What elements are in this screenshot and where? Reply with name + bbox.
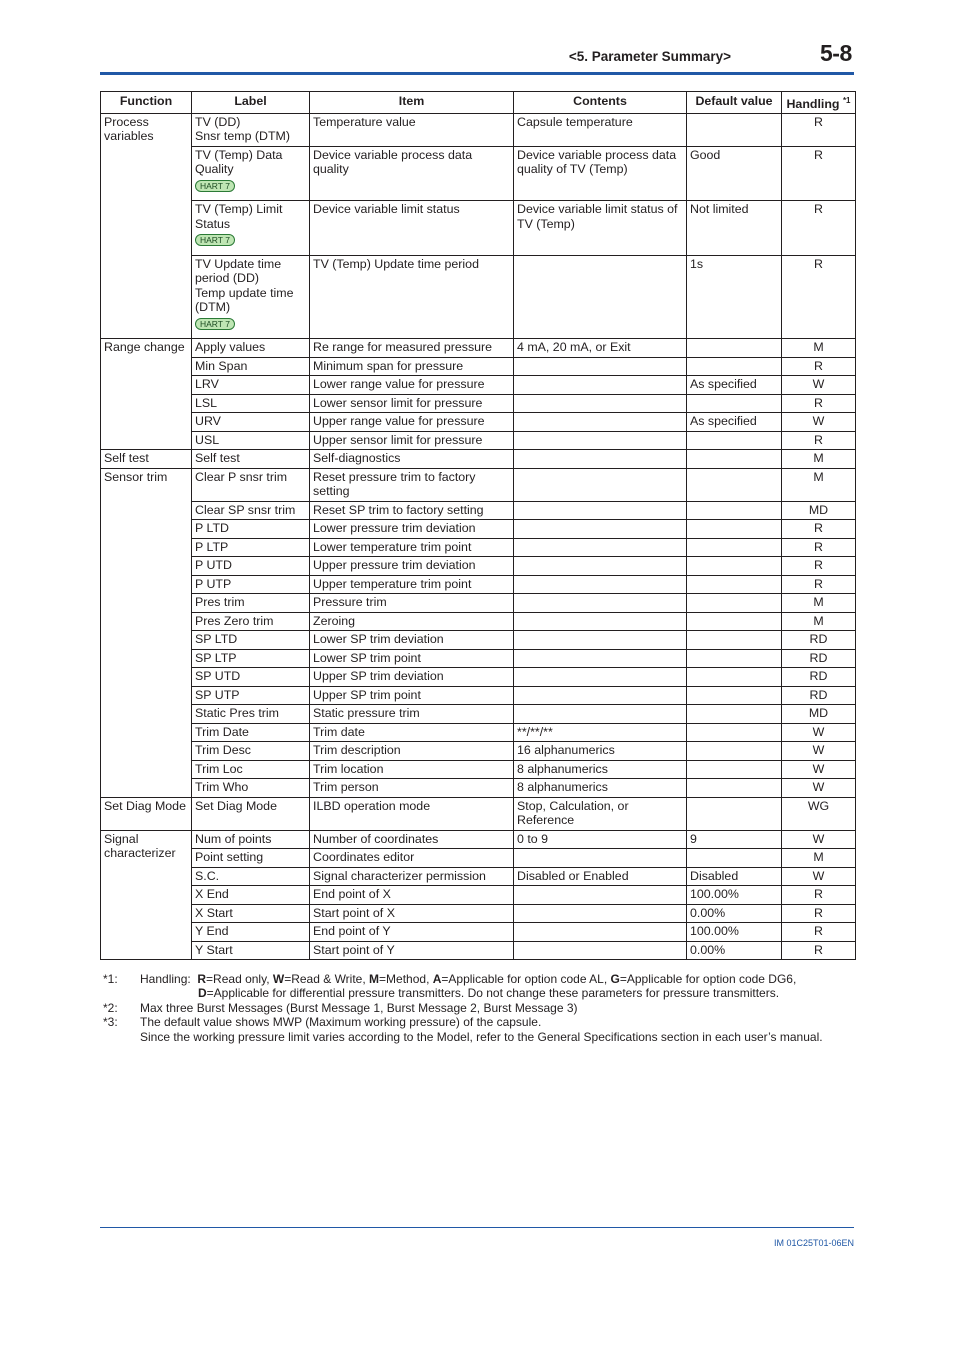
table-row — [101, 255, 856, 339]
item-cell: End point of X — [310, 886, 514, 905]
label-text: Apply values — [195, 340, 266, 355]
label-cell — [192, 413, 310, 432]
label-cell — [192, 520, 310, 539]
label-cell — [192, 886, 310, 905]
handling-cell: MD — [782, 501, 856, 520]
item-cell: Re range for measured pressure — [310, 339, 514, 358]
table-row — [101, 357, 856, 376]
label-cell — [192, 904, 310, 923]
handling-cell: R — [782, 904, 856, 923]
handling-cell: R — [782, 146, 856, 201]
table-row — [101, 797, 856, 830]
label-text: X End — [195, 887, 229, 902]
label-text: Y Start — [195, 942, 233, 957]
label-text: S.C. — [195, 868, 220, 883]
contents-cell — [514, 413, 687, 432]
function-cell: Self test — [101, 450, 192, 469]
label-cell — [192, 631, 310, 650]
document-id: IM 01C25T01-06EN — [773, 1238, 854, 1248]
default-value-cell — [687, 723, 782, 742]
column-header-function: Function — [101, 92, 192, 114]
item-cell: Start point of Y — [310, 941, 514, 960]
label-text: SP UTD — [195, 669, 241, 684]
item-cell: Temperature value — [310, 113, 514, 146]
label-cell — [192, 686, 310, 705]
default-value-cell — [687, 557, 782, 576]
default-value-cell — [687, 501, 782, 520]
item-cell: Upper SP trim point — [310, 686, 514, 705]
default-value-cell — [687, 431, 782, 450]
handling-cell: W — [782, 723, 856, 742]
item-cell: Upper pressure trim deviation — [310, 557, 514, 576]
item-cell: Upper temperature trim point — [310, 575, 514, 594]
item-cell: Coordinates editor — [310, 849, 514, 868]
handling-cell: R — [782, 520, 856, 539]
default-value-cell — [687, 113, 782, 146]
handling-cell: R — [782, 255, 856, 339]
handling-cell: R — [782, 941, 856, 960]
table-row — [101, 867, 856, 886]
table-row — [101, 520, 856, 539]
label-text: USL — [195, 432, 220, 447]
label-cell — [192, 760, 310, 779]
item-cell: Trim person — [310, 779, 514, 798]
handling-cell: R — [782, 431, 856, 450]
item-cell: ILBD operation mode — [310, 797, 514, 830]
contents-cell: Disabled or Enabled — [514, 867, 687, 886]
table-header-row — [101, 92, 856, 114]
item-cell: TV (Temp) Update time period — [310, 255, 514, 339]
function-cell: Signal characterizer — [101, 830, 192, 960]
default-value-cell — [687, 649, 782, 668]
table-row — [101, 557, 856, 576]
item-cell: Lower range value for pressure — [310, 376, 514, 395]
contents-cell: 16 alphanumerics — [514, 742, 687, 761]
handling-cell: M — [782, 612, 856, 631]
contents-cell — [514, 557, 687, 576]
default-value-cell — [687, 779, 782, 798]
label-cell — [192, 723, 310, 742]
handling-cell: W — [782, 830, 856, 849]
label-text: TV (DD) Snsr temp (DTM) — [195, 114, 290, 144]
item-cell: Start point of X — [310, 904, 514, 923]
footer-rule — [100, 1227, 854, 1228]
default-value-cell: As specified — [687, 413, 782, 432]
label-text: SP UTP — [195, 687, 240, 702]
contents-cell — [514, 594, 687, 613]
hart7-badge: HART 7 — [195, 234, 235, 246]
handling-cell: R — [782, 923, 856, 942]
default-value-cell — [687, 760, 782, 779]
contents-cell — [514, 538, 687, 557]
handling-cell: R — [782, 113, 856, 146]
contents-cell: Stop, Calculation, or Reference — [514, 797, 687, 830]
label-cell — [192, 431, 310, 450]
contents-cell — [514, 904, 687, 923]
label-text: Min Span — [195, 358, 248, 373]
contents-cell — [514, 520, 687, 539]
contents-cell — [514, 394, 687, 413]
item-cell: Lower pressure trim deviation — [310, 520, 514, 539]
table-row — [101, 649, 856, 668]
item-cell: Trim description — [310, 742, 514, 761]
table-row — [101, 146, 856, 201]
table-row — [101, 339, 856, 358]
handling-cell: R — [782, 201, 856, 256]
label-cell — [192, 705, 310, 724]
table-row — [101, 723, 856, 742]
label-cell — [192, 923, 310, 942]
item-cell: Lower sensor limit for pressure — [310, 394, 514, 413]
default-value-cell: As specified — [687, 376, 782, 395]
contents-cell — [514, 886, 687, 905]
default-value-cell — [687, 594, 782, 613]
handling-cell: W — [782, 413, 856, 432]
default-value-cell — [687, 538, 782, 557]
contents-cell: 8 alphanumerics — [514, 779, 687, 798]
label-text: P UTD — [195, 558, 232, 573]
contents-cell — [514, 668, 687, 687]
item-cell: Self-diagnostics — [310, 450, 514, 469]
handling-cell: W — [782, 779, 856, 798]
default-value-cell: 9 — [687, 830, 782, 849]
label-text: Static Pres trim — [195, 706, 279, 721]
label-text: SP LTD — [195, 632, 238, 647]
handling-cell: W — [782, 376, 856, 395]
column-header-handling: Handling $^{*1}$ — [782, 92, 856, 114]
item-cell: Device variable process data quality — [310, 146, 514, 201]
footnote-prefix: Handling: — [140, 972, 191, 986]
table-row — [101, 468, 856, 501]
table-row — [101, 742, 856, 761]
label-cell — [192, 146, 310, 201]
label-text: Y End — [195, 924, 229, 939]
label-text: Pres trim — [195, 595, 245, 610]
table-row — [101, 686, 856, 705]
label-text: Clear P snsr trim — [195, 469, 288, 484]
default-value-cell: 0.00% — [687, 904, 782, 923]
label-cell — [192, 394, 310, 413]
table-row — [101, 594, 856, 613]
label-cell — [192, 941, 310, 960]
table-row — [101, 668, 856, 687]
label-cell — [192, 830, 310, 849]
default-value-cell — [687, 357, 782, 376]
item-cell: End point of Y — [310, 923, 514, 942]
item-cell: Lower SP trim deviation — [310, 631, 514, 650]
label-text: Point setting — [195, 850, 264, 865]
item-cell: Trim location — [310, 760, 514, 779]
item-cell: Upper SP trim deviation — [310, 668, 514, 687]
label-text: TV Update time period (DD) Temp update time (DTM) — [195, 256, 294, 315]
contents-cell: 0 to 9 — [514, 830, 687, 849]
label-text: SP LTP — [195, 650, 237, 665]
label-cell — [192, 594, 310, 613]
handling-cell: M — [782, 849, 856, 868]
label-text: Pres Zero trim — [195, 613, 274, 628]
contents-cell: 4 mA, 20 mA, or Exit — [514, 339, 687, 358]
label-cell — [192, 255, 310, 339]
contents-cell — [514, 376, 687, 395]
label-cell — [192, 779, 310, 798]
label-text: P LTD — [195, 521, 229, 536]
label-cell — [192, 450, 310, 469]
default-value-cell: 1s — [687, 255, 782, 339]
footnote-1: *1: Handling: R=Read only, W=Read & Write, M=Method, A=Applicable for option code AL, G=Applicable for option code DG6, — [103, 972, 797, 986]
item-cell: Zeroing — [310, 612, 514, 631]
default-value-cell — [687, 797, 782, 830]
default-value-cell — [687, 631, 782, 650]
label-cell — [192, 612, 310, 631]
label-text: URV — [195, 414, 221, 429]
footnote-mark: *2: — [103, 1000, 118, 1015]
label-text: Trim Date — [195, 724, 249, 739]
handling-cell: R — [782, 538, 856, 557]
default-value-cell — [687, 686, 782, 705]
label-cell — [192, 867, 310, 886]
handling-cell: R — [782, 357, 856, 376]
label-cell — [192, 201, 310, 256]
label-text: LSL — [195, 395, 218, 410]
handling-cell: R — [782, 394, 856, 413]
label-text: Trim Loc — [195, 761, 243, 776]
label-cell — [192, 376, 310, 395]
table-row — [101, 779, 856, 798]
handling-cell: R — [782, 557, 856, 576]
label-text: Trim Desc — [195, 743, 251, 758]
label-cell — [192, 339, 310, 358]
handling-cell: R — [782, 886, 856, 905]
label-cell — [192, 501, 310, 520]
contents-cell — [514, 686, 687, 705]
footnote-mark: *3: — [103, 1015, 118, 1030]
hart7-badge: HART 7 — [195, 318, 235, 330]
contents-cell: 8 alphanumerics — [514, 760, 687, 779]
default-value-cell: Disabled — [687, 867, 782, 886]
default-value-cell — [687, 468, 782, 501]
label-cell — [192, 649, 310, 668]
item-cell: Reset SP trim to factory setting — [310, 501, 514, 520]
table-row — [101, 501, 856, 520]
label-text: TV (Temp) Data Quality — [195, 147, 283, 177]
item-cell: Lower SP trim point — [310, 649, 514, 668]
default-value-cell — [687, 339, 782, 358]
table-row — [101, 705, 856, 724]
label-cell — [192, 668, 310, 687]
footnote-3-continued: Since the working pressure limit varies according to the Model, refer to the General Specifications section in each user’s manual. — [140, 1029, 823, 1044]
default-value-cell — [687, 575, 782, 594]
label-cell — [192, 357, 310, 376]
label-text: Clear SP snsr trim — [195, 502, 296, 517]
handling-cell: RD — [782, 686, 856, 705]
contents-cell — [514, 705, 687, 724]
contents-cell — [514, 649, 687, 668]
contents-cell: **/**/** — [514, 723, 687, 742]
item-cell: Signal characterizer permission — [310, 867, 514, 886]
item-cell: Upper sensor limit for pressure — [310, 431, 514, 450]
item-cell: Reset pressure trim to factory setting — [310, 468, 514, 501]
default-value-cell — [687, 849, 782, 868]
label-cell — [192, 113, 310, 146]
function-cell: Process variables — [101, 113, 192, 339]
page-number: 5-8 — [820, 40, 852, 66]
table-row — [101, 760, 856, 779]
handling-cell: W — [782, 867, 856, 886]
default-value-cell: 0.00% — [687, 941, 782, 960]
contents-cell — [514, 923, 687, 942]
handling-cell: M — [782, 450, 856, 469]
table-row — [101, 431, 856, 450]
contents-cell: Capsule temperature — [514, 113, 687, 146]
table-row — [101, 612, 856, 631]
default-value-cell: 100.00% — [687, 886, 782, 905]
handling-cell: W — [782, 760, 856, 779]
item-cell: Number of coordinates — [310, 830, 514, 849]
handling-cell: M — [782, 468, 856, 501]
item-cell: Trim date — [310, 723, 514, 742]
handling-cell: RD — [782, 668, 856, 687]
item-cell: Pressure trim — [310, 594, 514, 613]
function-cell: Sensor trim — [101, 468, 192, 797]
label-cell — [192, 742, 310, 761]
contents-cell — [514, 612, 687, 631]
item-cell: Lower temperature trim point — [310, 538, 514, 557]
label-text: TV (Temp) Limit Status — [195, 202, 283, 231]
label-text: Set Diag Mode — [195, 798, 277, 813]
label-text: LRV — [195, 377, 219, 392]
column-header-label: Label — [192, 92, 310, 114]
contents-cell — [514, 431, 687, 450]
contents-cell — [514, 450, 687, 469]
header-rule — [100, 72, 854, 75]
table-row — [101, 376, 856, 395]
section-title: <5. Parameter Summary> — [568, 49, 731, 64]
default-value-cell: Not limited — [687, 201, 782, 256]
item-cell: Device variable limit status — [310, 201, 514, 256]
handling-cell: M — [782, 339, 856, 358]
table-row — [101, 201, 856, 256]
label-cell — [192, 557, 310, 576]
label-cell — [192, 468, 310, 501]
label-cell — [192, 575, 310, 594]
default-value-cell: Good — [687, 146, 782, 201]
contents-cell — [514, 849, 687, 868]
column-header-default-value: Default value — [687, 92, 782, 114]
table-row — [101, 886, 856, 905]
item-cell: Static pressure trim — [310, 705, 514, 724]
label-text: X Start — [195, 905, 233, 920]
table-row — [101, 538, 856, 557]
default-value-cell — [687, 705, 782, 724]
function-cell: Set Diag Mode — [101, 797, 192, 830]
label-text: Self test — [195, 451, 240, 466]
hart7-badge: HART 7 — [195, 180, 235, 192]
column-header-item: Item — [310, 92, 514, 114]
default-value-cell — [687, 450, 782, 469]
label-cell — [192, 538, 310, 557]
label-cell — [192, 849, 310, 868]
contents-cell — [514, 468, 687, 501]
default-value-cell — [687, 742, 782, 761]
contents-cell — [514, 255, 687, 339]
column-header-contents: Contents — [514, 92, 687, 114]
handling-cell: W — [782, 742, 856, 761]
contents-cell — [514, 575, 687, 594]
table-row — [101, 631, 856, 650]
label-text: Num of points — [195, 831, 272, 846]
table-row — [101, 394, 856, 413]
item-cell: Minimum span for pressure — [310, 357, 514, 376]
contents-cell — [514, 631, 687, 650]
table-body — [101, 113, 856, 960]
footnote-mark: *1: — [103, 972, 118, 986]
label-text: P LTP — [195, 539, 229, 554]
footnote-1-continued: D=Applicable for differential pressure transmitters. Do not change these parameters for pressure transmitters. — [198, 986, 780, 1001]
footnotes — [103, 972, 863, 1044]
handling-cell: WG — [782, 797, 856, 830]
footnote-2: *2: Max three Burst Messages (Burst Message 1, Burst Message 2, Burst Message 3) — [103, 1000, 578, 1015]
default-value-cell — [687, 520, 782, 539]
table-row — [101, 450, 856, 469]
contents-cell — [514, 357, 687, 376]
contents-cell — [514, 501, 687, 520]
contents-cell — [514, 941, 687, 960]
footnote-ref: *1 — [842, 96, 851, 105]
table-row — [101, 413, 856, 432]
contents-cell: Device variable process data quality of TV (Temp) — [514, 146, 687, 201]
handling-cell: R — [782, 575, 856, 594]
contents-cell: Device variable limit status of TV (Temp) — [514, 201, 687, 256]
table-row — [101, 904, 856, 923]
item-cell: Upper range value for pressure — [310, 413, 514, 432]
table-row — [101, 830, 856, 849]
table-row — [101, 849, 856, 868]
function-cell: Range change — [101, 339, 192, 450]
handling-cell: RD — [782, 649, 856, 668]
footnote-3: *3: The default value shows MWP (Maximum working pressure) of the capsule. — [103, 1015, 542, 1030]
default-value-cell — [687, 612, 782, 631]
default-value-cell — [687, 668, 782, 687]
table-row — [101, 113, 856, 146]
label-text: Trim Who — [195, 780, 249, 795]
default-value-cell: 100.00% — [687, 923, 782, 942]
table-row — [101, 575, 856, 594]
label-text: P UTP — [195, 576, 232, 591]
table-row — [101, 941, 856, 960]
parameter-table — [100, 91, 856, 960]
handling-cell: RD — [782, 631, 856, 650]
default-value-cell — [687, 394, 782, 413]
handling-cell: M — [782, 594, 856, 613]
table-row — [101, 923, 856, 942]
label-cell — [192, 797, 310, 830]
handling-cell: MD — [782, 705, 856, 724]
